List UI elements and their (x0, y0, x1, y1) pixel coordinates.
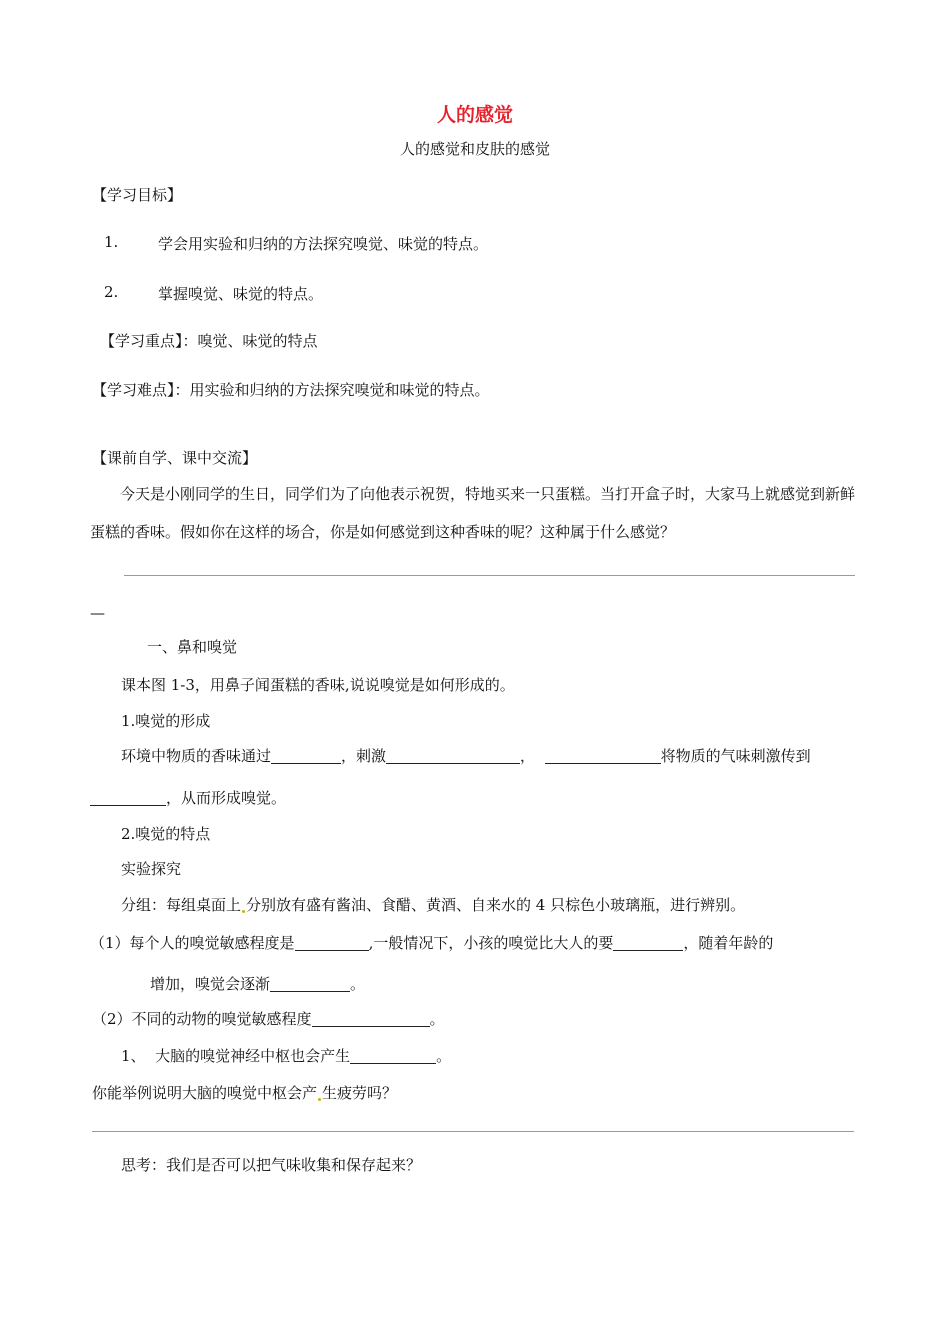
answer-line-2 (92, 1131, 854, 1132)
question-2-line (92, 1008, 445, 1029)
q2-text-a: （2）不同的动物的嗅觉敏感程度 (92, 1010, 312, 1028)
q1-prefix: （1）每 (90, 934, 145, 952)
q1-text-b: 个人的嗅觉敏感程度是 (144, 934, 295, 952)
objective-2-text: 掌握嗅觉、味觉的特点。 (158, 285, 324, 303)
q1-text-c: ,一般情况下，小孩的嗅觉比大人的要 (368, 934, 614, 952)
experiment-label: 实验探究 (121, 860, 182, 878)
blank-fatigue[interactable] (350, 1048, 436, 1064)
key-point-label: 【学习重点】 (100, 332, 183, 350)
mark-dot-2 (318, 1098, 321, 1101)
think-question: 思考：我们是否可以把气味收集和保存起来？ (121, 1156, 422, 1174)
formation-line-1 (121, 745, 811, 766)
features-subheading: 2.嗅觉的特点 (121, 825, 211, 843)
question-1-continued (150, 973, 365, 994)
formation-text-1: 环境中物质的香味通过 (121, 747, 272, 765)
formation-text-2: ，刺激 (341, 747, 387, 765)
page-subtitle: 人的感觉和皮肤的感觉 (399, 140, 550, 158)
objective-1-text: 学会用实验和归纳的方法探究嗅觉、味觉的特点。 (158, 235, 489, 253)
formation-line-2 (90, 787, 286, 808)
objectives-heading: 【学习目标】 (92, 186, 183, 204)
blank-brain-center[interactable] (90, 790, 166, 806)
scenario-paragraph: 今天是小刚同学的生日，同学们为了向他表示祝贺，特地买来一只蛋糕。当打开盒子时，大家马上就感觉到新鲜蛋糕的香味。假如你在这样的场合，你是如何感觉到这种香味的呢？这种属于什么感觉？ (90, 485, 856, 541)
difficulty-line (92, 379, 490, 400)
question-1-line (90, 932, 773, 953)
q1-text-f: 。 (350, 975, 366, 993)
objective-1-number: 1. (104, 233, 119, 251)
key-point-text: ：嗅觉、味觉的特点 (182, 332, 318, 350)
q3-text-b: 。 (436, 1047, 452, 1065)
formation-text-4: 将物质的气味刺激传到 (660, 747, 811, 765)
section-nose-heading: 一、鼻和嗅觉 (147, 638, 238, 656)
question-3-line (121, 1045, 451, 1066)
blank-animal-sensitivity[interactable] (312, 1011, 430, 1027)
blank-pathway[interactable] (271, 748, 341, 764)
fatigue-question-b: 生疲劳吗？ (322, 1084, 398, 1102)
key-point-line (100, 330, 318, 351)
fatigue-question-a: 你能举例说明大脑的嗅觉中枢会产 (92, 1084, 318, 1102)
formation-subheading: 1.嗅觉的形成 (121, 712, 211, 730)
answer-line (124, 575, 855, 576)
q1-text-e: 增加，嗅觉会逐渐 (150, 975, 271, 993)
q2-text-b: 。 (429, 1010, 445, 1028)
fatigue-question (92, 1082, 397, 1103)
blank-child-vs-adult[interactable] (613, 935, 683, 951)
grouping-text-a: 分组：每组桌面上 (121, 896, 242, 914)
grouping-text-b: 分别放有盛有酱油、食醋、黄酒、自来水的 4 只棕色小玻璃瓶，进行辨别。 (246, 896, 746, 914)
formation-text-5: ，从而形成嗅觉。 (166, 789, 287, 807)
q1-text-d: ，随着年龄的 (683, 934, 774, 952)
blank-nerve[interactable] (545, 748, 661, 764)
blank-age-change[interactable] (270, 976, 350, 992)
blank-stimulus[interactable] (386, 748, 520, 764)
textbook-intro: 课本图 1-3，用鼻子闻蛋糕的香味,说说嗅觉是如何形成的。 (121, 676, 515, 694)
q3-text-a: 大脑的嗅觉神经中枢也会产生 (155, 1047, 351, 1065)
grouping-line (121, 894, 745, 915)
page-title: 人的感觉 (436, 104, 513, 126)
mark-dot (242, 910, 245, 913)
formation-text-3: ， (520, 747, 536, 765)
difficulty-label: 【学习难点】 (92, 381, 175, 399)
self-study-heading: 【课前自学、课中交流】 (92, 449, 258, 467)
objective-2-number: 2. (104, 283, 119, 301)
q3-number: 1、 (121, 1047, 146, 1065)
trailing-dash: — (90, 604, 105, 622)
difficulty-text: ：用实验和归纳的方法探究嗅觉和味觉的特点。 (174, 381, 490, 399)
blank-sensitivity[interactable] (295, 935, 369, 951)
